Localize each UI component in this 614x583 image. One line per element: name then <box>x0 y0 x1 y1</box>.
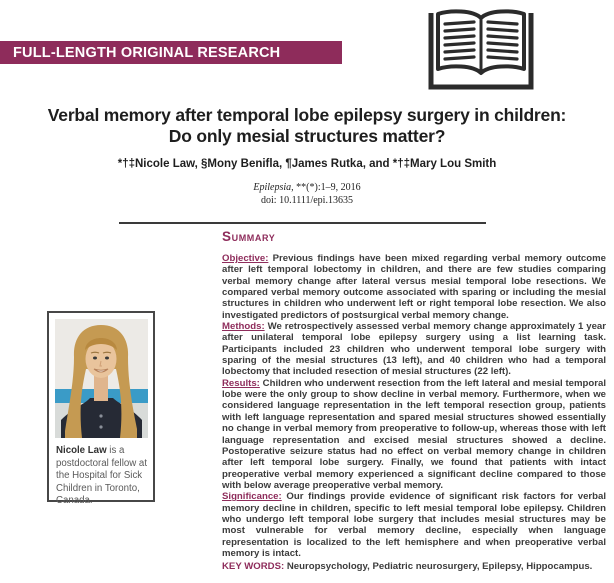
author-name: Nicole Law <box>56 445 107 456</box>
category-banner <box>0 41 342 64</box>
open-book-icon <box>424 5 538 93</box>
results-label: Results: <box>222 377 260 389</box>
journal-citation-block <box>0 181 614 207</box>
keywords-line <box>222 561 606 572</box>
summary-significance <box>222 491 606 559</box>
doi-line: doi: 10.1111/epi.13635 <box>261 195 353 206</box>
author-line: *†‡Nicole Law, §Mony Benifla, ¶James Rutka, and *†‡Mary Lou Smith <box>117 158 497 170</box>
methods-label: Methods: <box>222 321 265 333</box>
keywords-label: KEY WORDS: <box>222 561 285 573</box>
journal-logo <box>424 5 538 93</box>
author-photo <box>55 319 148 438</box>
journal-name: Epilepsia, <box>253 182 294 193</box>
methods-text: We retrospectively assessed verbal memory change approximately 1 year after unilateral temporal lobe epilepsy surgery using a list learning task. Participants included 23 children who underwent temporal lobe surgery with sparing of the mesial structures (13 left), and 40 children who had a temporal lobectomy that included resection of mesial structures (22 left). <box>222 321 606 378</box>
horizontal-rule <box>119 222 486 224</box>
summary-section <box>222 229 606 573</box>
summary-methods <box>222 321 606 378</box>
keywords-text: Neuropsychology, Pediatric neurosurgery, Epilepsy, Hippocampus. <box>284 561 593 573</box>
objective-label: Objective: <box>222 253 269 264</box>
significance-label: Significance: <box>222 491 282 503</box>
summary-heading: Summary <box>222 229 276 244</box>
author-bio-text <box>56 445 147 508</box>
summary-objective <box>222 253 606 321</box>
results-text: Children who underwent resection from the left lateral and mesial temporal lobe were the only group to show decline in verbal memory. Furthermore, when we considered language representation in the left temporal resection group, patients with left language representation and spared mesial structures showed essentially no change in verbal memory from preoperative to follow-up, whereas those with left language representation and excised mesial structures showed a decline. Postoperative seizure status had no effect on verbal memory change in children after left temporal lobe surgery. Finally, we found that patients with intact preoperative verbal memory experienced a significant decline compared to those with below average preoperative verbal memory. <box>222 377 606 491</box>
citation-detail: **(*):1–9, 2016 <box>293 182 361 193</box>
objective-text: Previous findings have been mixed regarding verbal memory outcome after left temporal lobectomy in children, and there are few studies comparing verbal memory change after lateral versus mesial temporal lobe resections. We compared verbal memory outcome associated with sparing or including the mesial structures in children who underwent left or right temporal lobe resection. We also investigated predictors of postsurgical verbal memory change. <box>222 253 606 321</box>
summary-results <box>222 378 606 491</box>
journal-citation <box>0 181 614 194</box>
significance-text: Our findings provide evidence of significant risk factors for verbal memory decline in children, specific to left mesial temporal lobe epilepsy. Children who undergo left temporal lobe surgery that includes mesial structures may be most vulnerable for verbal memory decline, especially when language representation is localized to the left hemisphere and when preoperative verbal memory is intact. <box>222 491 606 559</box>
author-bio-description: is a postdoctoral fellow at the Hospital for Sick Children in Toronto, Canada. <box>56 445 148 507</box>
banner-label: FULL-LENGTH ORIGINAL RESEARCH <box>13 44 281 61</box>
article-title: Verbal memory after temporal lobe epilepsy surgery in children: Do only mesial structures matter? <box>47 105 567 146</box>
author-bio-card <box>47 311 155 507</box>
